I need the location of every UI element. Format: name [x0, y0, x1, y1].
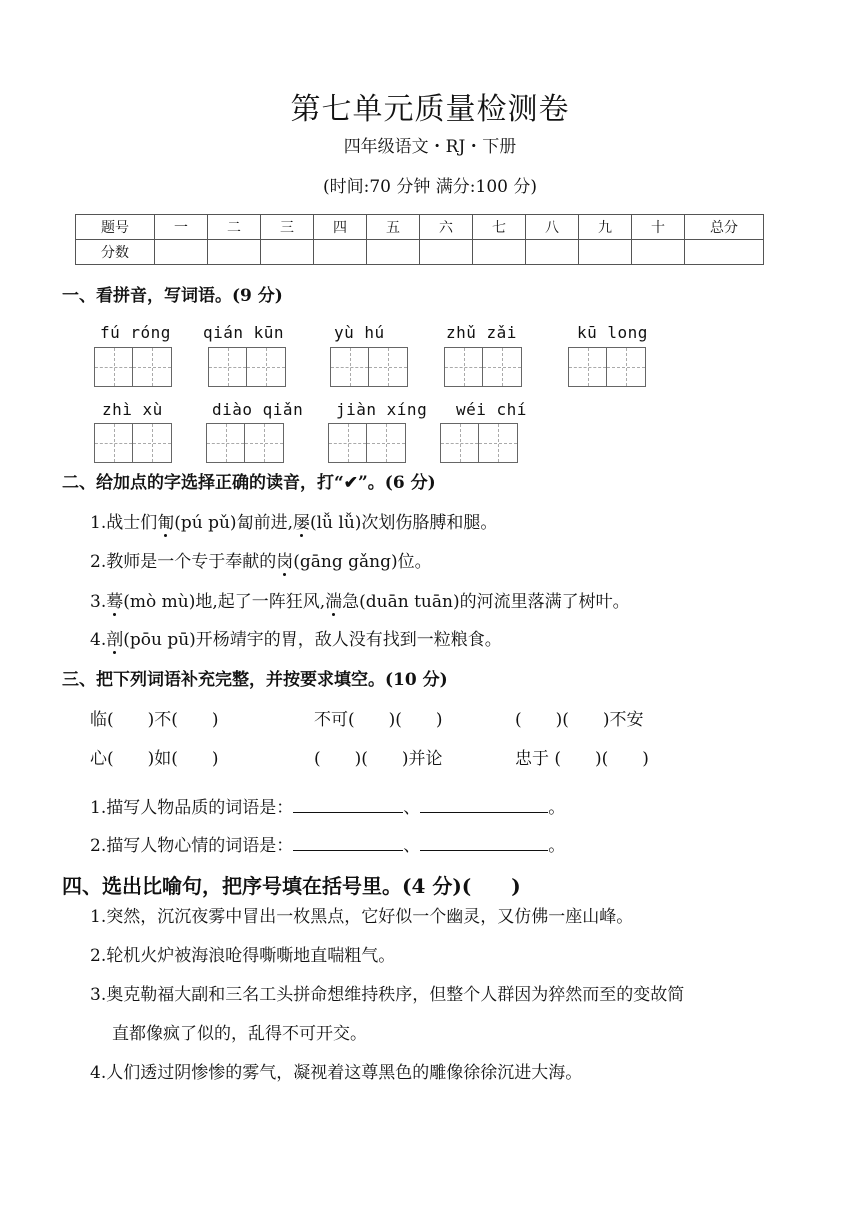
dotted-character: 岗 — [276, 547, 293, 572]
dotted-character: 湍 — [325, 587, 342, 612]
question-text: (pōu pū)开杨靖宇的胃，敌人没有找到一粒粮食。 — [123, 630, 502, 650]
table-cell: 三 — [261, 215, 314, 240]
exam-time-info: (时间:70 分钟 满分:100 分) — [322, 177, 537, 197]
score-table-header-row — [76, 215, 764, 240]
question-4-4: 4.人们透过阴惨惨的雾气，凝视着这尊黑色的雕像徐徐沉进大海。 — [90, 1063, 583, 1083]
question-text: 1.战士们 — [90, 513, 158, 533]
pinyin-label: qián kūn — [203, 323, 285, 342]
question-2-3 — [90, 587, 630, 612]
table-cell: 分数 — [76, 240, 155, 265]
pinyin-label: zhì xù — [102, 400, 163, 419]
table-cell: 五 — [367, 215, 420, 240]
question-text: 3. — [90, 592, 107, 612]
score-input-cell[interactable] — [420, 240, 473, 265]
grid-cell[interactable] — [133, 424, 171, 462]
character-grid[interactable] — [568, 347, 646, 387]
question-text: (pú pǔ)匐前进, — [174, 513, 293, 533]
grid-cell[interactable] — [207, 424, 245, 462]
question-text: 4. — [90, 630, 107, 650]
character-grid[interactable] — [444, 347, 522, 387]
grid-cell[interactable] — [569, 348, 607, 386]
grid-cell[interactable] — [209, 348, 247, 386]
score-table — [75, 214, 764, 265]
pinyin-label: kū long — [577, 323, 648, 342]
section-4-heading: 四、选出比喻句，把序号填在括号里。(4 分)( ) — [62, 874, 521, 898]
dotted-character: 匍 — [157, 508, 174, 533]
score-input-cell[interactable] — [208, 240, 261, 265]
section-2-heading: 二、给加点的字选择正确的读音，打“✔”。(6 分) — [62, 473, 436, 493]
dotted-character: 剖 — [106, 625, 123, 650]
separator: 、 — [403, 836, 421, 856]
answer-blank[interactable] — [420, 836, 548, 851]
question-3-2 — [90, 831, 565, 856]
grid-cell[interactable] — [329, 424, 367, 462]
grid-cell[interactable] — [247, 348, 285, 386]
score-input-cell[interactable] — [473, 240, 526, 265]
grid-cell[interactable] — [441, 424, 479, 462]
grid-cell[interactable] — [483, 348, 521, 386]
score-table-score-row — [76, 240, 764, 265]
table-cell: 一 — [155, 215, 208, 240]
dotted-character: 蓦 — [106, 587, 123, 612]
score-input-cell[interactable] — [155, 240, 208, 265]
separator: 、 — [403, 798, 421, 818]
question-4-1: 1.突然，沉沉夜雾中冒出一枚黑点，它好似一个幽灵，又仿佛一座山峰。 — [90, 907, 634, 927]
table-cell: 十 — [632, 215, 685, 240]
score-input-cell[interactable] — [261, 240, 314, 265]
grid-cell[interactable] — [445, 348, 483, 386]
table-cell: 题号 — [76, 215, 155, 240]
table-cell: 七 — [473, 215, 526, 240]
grid-cell[interactable] — [369, 348, 407, 386]
character-grid[interactable] — [330, 347, 408, 387]
question-2-1 — [90, 508, 497, 533]
grid-cell[interactable] — [367, 424, 405, 462]
question-text: 2.教师是一个专于奉献的 — [90, 552, 277, 572]
grid-cell[interactable] — [607, 348, 645, 386]
idiom-fill-item[interactable]: 心( )如( ) — [90, 749, 219, 769]
score-input-cell[interactable] — [579, 240, 632, 265]
question-text: (mò mù)地,起了一阵狂风, — [123, 592, 326, 612]
page-title: 第七单元质量检测卷 — [290, 92, 570, 127]
question-text: (gāng gǎng)位。 — [293, 552, 432, 572]
table-cell: 八 — [526, 215, 579, 240]
question-text: 1.描写人物品质的词语是： — [90, 798, 294, 818]
pinyin-label: fú róng — [100, 323, 171, 342]
question-2-2 — [90, 547, 432, 572]
question-2-4 — [90, 625, 502, 650]
idiom-fill-item[interactable]: 不可( )( ) — [314, 710, 443, 730]
question-4-3: 3.奥克勒福大副和三名工头拼命想维持秩序，但整个人群因为猝然而至的变故简 — [90, 985, 685, 1005]
answer-blank[interactable] — [420, 798, 548, 813]
pinyin-label: jiàn xíng — [336, 400, 428, 419]
character-grid[interactable] — [94, 347, 172, 387]
character-grid[interactable] — [206, 423, 284, 463]
period: 。 — [548, 798, 566, 818]
idiom-fill-item[interactable]: 临( )不( ) — [90, 710, 219, 730]
idiom-fill-item[interactable]: ( )( )不安 — [515, 710, 644, 730]
page-subtitle: 四年级语文・RJ・下册 — [343, 137, 517, 157]
character-grid[interactable] — [208, 347, 286, 387]
table-cell: 总分 — [685, 215, 764, 240]
idiom-fill-item[interactable]: ( )( )并论 — [314, 749, 443, 769]
question-4-2: 2.轮机火炉被海浪呛得嘶嘶地直喘粗气。 — [90, 946, 396, 966]
pinyin-label: wéi chí — [456, 400, 527, 419]
question-text: 急(duān tuān)的河流里落满了树叶。 — [342, 592, 630, 612]
score-input-cell[interactable] — [314, 240, 367, 265]
table-cell: 六 — [420, 215, 473, 240]
table-cell: 九 — [579, 215, 632, 240]
dotted-character: 屡 — [293, 508, 310, 533]
grid-cell[interactable] — [95, 348, 133, 386]
pinyin-label: zhǔ zǎi — [446, 323, 517, 342]
question-text: (lǚ lǚ)次划伤胳膊和腿。 — [309, 513, 498, 533]
grid-cell[interactable] — [245, 424, 283, 462]
character-grid[interactable] — [440, 423, 518, 463]
idiom-fill-item[interactable]: 忠于 ( )( ) — [515, 749, 649, 769]
character-grid[interactable] — [328, 423, 406, 463]
answer-blank[interactable] — [293, 836, 403, 851]
score-input-cell[interactable] — [685, 240, 764, 265]
score-input-cell[interactable] — [526, 240, 579, 265]
question-4-3-continued: 直都像疯了似的，乱得不可开交。 — [112, 1024, 367, 1044]
question-text: 2.描写人物心情的词语是： — [90, 836, 294, 856]
section-3-heading: 三、把下列词语补充完整，并按要求填空。(10 分) — [62, 670, 448, 690]
grid-cell[interactable] — [479, 424, 517, 462]
grid-cell[interactable] — [331, 348, 369, 386]
character-grid[interactable] — [94, 423, 172, 463]
score-input-cell[interactable] — [367, 240, 420, 265]
grid-cell[interactable] — [95, 424, 133, 462]
answer-blank[interactable] — [293, 798, 403, 813]
section-1-heading: 一、看拼音，写词语。(9 分) — [62, 286, 283, 306]
pinyin-label: diào qiǎn — [212, 400, 304, 419]
period: 。 — [548, 836, 566, 856]
pinyin-label: yù hú — [334, 323, 385, 342]
score-input-cell[interactable] — [632, 240, 685, 265]
question-3-1 — [90, 793, 565, 818]
table-cell: 四 — [314, 215, 367, 240]
grid-cell[interactable] — [133, 348, 171, 386]
table-cell: 二 — [208, 215, 261, 240]
